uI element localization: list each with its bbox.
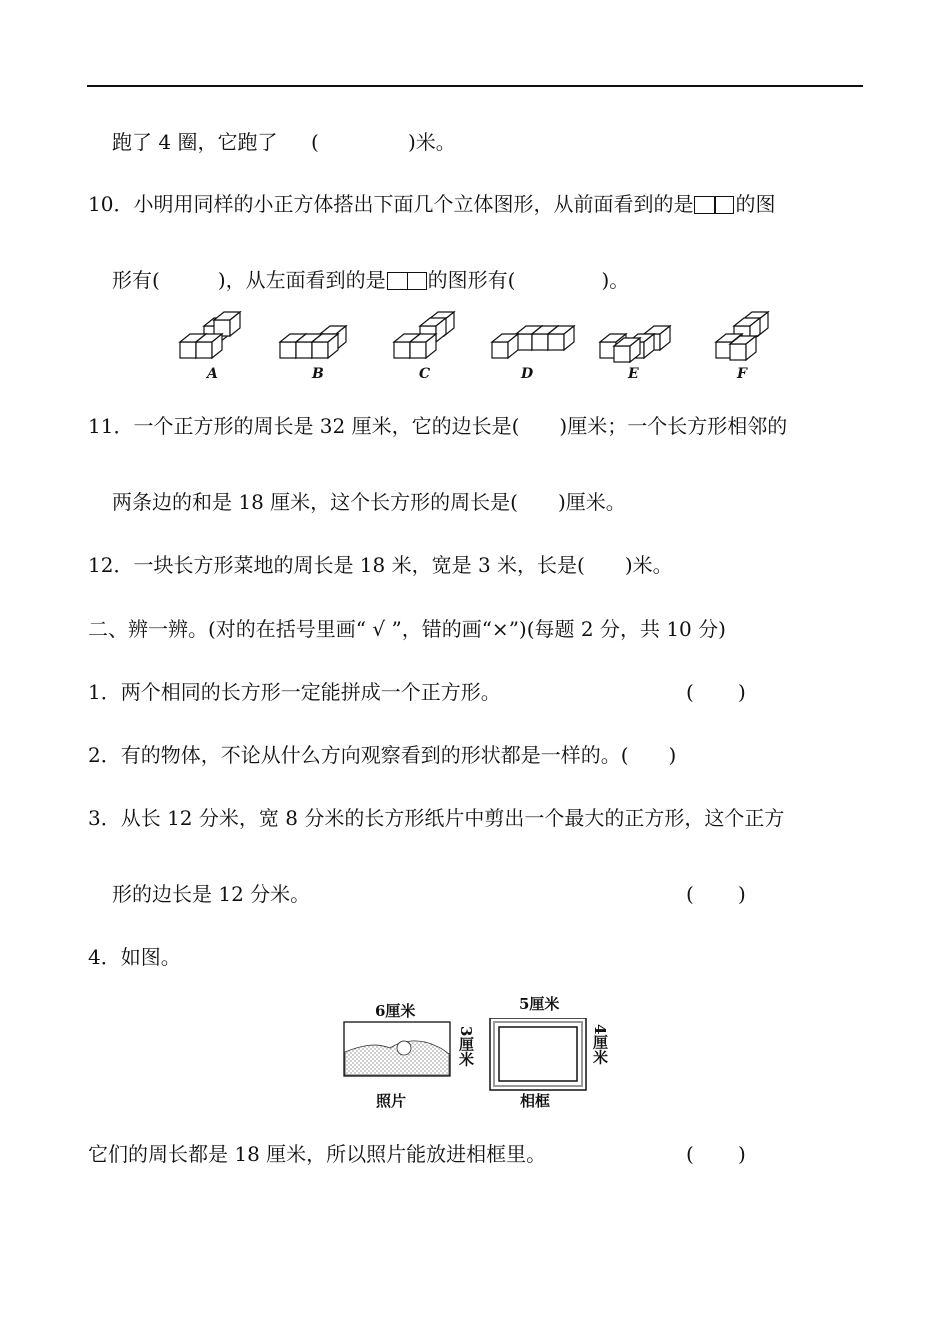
frame-shape [490,1018,586,1090]
judge-3-line1: 3．从长 12 分米，宽 8 分米的长方形纸片中剪出一个最大的正方形，这个正方 [88,806,785,830]
q10-text-e: 的图形有( [427,268,516,292]
photo-width-label: 6厘米 [375,1002,416,1020]
q10-line1 [88,190,775,218]
photo-shape [344,1022,450,1076]
header-rule [87,85,863,87]
q10-text-d: )，从左面看到的是 [217,268,386,292]
judge-4-close: ) [738,1142,746,1166]
q11-text-a: 11．一个正方形的周长是 32 厘米，它的边长是( [88,414,520,438]
q12-text-b: )米。 [624,553,673,577]
q11-text-d: )厘米。 [557,490,626,514]
judge-4-text: 4．如图。 [88,945,181,969]
frame-height-label: 4厘米 [591,1024,609,1065]
shape-a [180,312,240,358]
photo-height-label: 3厘米 [457,1026,475,1067]
shape-label-b: B [312,366,324,382]
q10-text-b: 的图 [735,192,776,216]
shape-label-f: F [737,366,747,382]
front-view-icon [694,196,734,214]
shape-c [394,312,454,358]
judge-1-close: ) [738,680,746,704]
shape-label-c: C [419,366,431,382]
photo-frame-figure [340,1018,620,1092]
shape-b [280,326,346,358]
cube-figures [170,310,790,368]
judge-4-open: ( [686,1142,694,1166]
shape-f [716,312,768,360]
judge-1-open: ( [686,680,694,704]
judge-3-open: ( [686,882,694,906]
q10-line2 [112,266,629,294]
q11-line1 [88,412,787,440]
judge-2-text: 2．有的物体，不论从什么方向观察看到的形状都是一样的。( [88,743,629,767]
q9-answer-close: )米。 [408,130,456,154]
judge-2-close: ) [668,743,677,767]
photo-caption: 照片 [376,1092,407,1110]
q9-answer-open: ( [311,130,319,154]
shape-label-e: E [628,366,639,382]
left-view-icon [387,272,427,290]
q12-text-a: 12．一块长方形菜地的周长是 18 米，宽是 3 米，长是( [88,553,585,577]
q11-text-c: 两条边的和是 18 厘米，这个长方形的周长是( [112,490,518,514]
q11-line2 [112,488,626,516]
q12-line [88,551,673,579]
q10-text-a: 10．小明用同样的小正方体搭出下面几个立体图形，从前面看到的是 [88,192,694,216]
shape-d [492,326,574,358]
shape-label-d: D [521,366,534,382]
judge-4-statement: 它们的周长都是 18 厘米，所以照片能放进相框里。 [88,1142,547,1166]
shape-label-a: A [207,366,218,382]
q9-continuation [112,128,277,156]
q10-text-f: )。 [601,268,630,292]
q10-text-c: 形有( [112,268,160,292]
frame-width-label: 5厘米 [519,995,560,1013]
judge-2-line [88,741,676,769]
judge-1-text: 1．两个相同的长方形一定能拼成一个正方形。 [88,680,501,704]
section-2-heading: 二、辨一辨。(对的在括号里画“ √ ”，错的画“×”)(每题 2 分，共 10 分) [88,617,726,641]
q11-text-b: )厘米；一个长方形相邻的 [559,414,788,438]
frame-caption: 相框 [520,1092,551,1110]
shape-e [600,326,670,362]
judge-3-close: ) [738,882,746,906]
judge-3-line2: 形的边长是 12 分米。 [112,882,311,906]
q9-text: 跑了 4 圈，它跑了 [112,130,278,154]
